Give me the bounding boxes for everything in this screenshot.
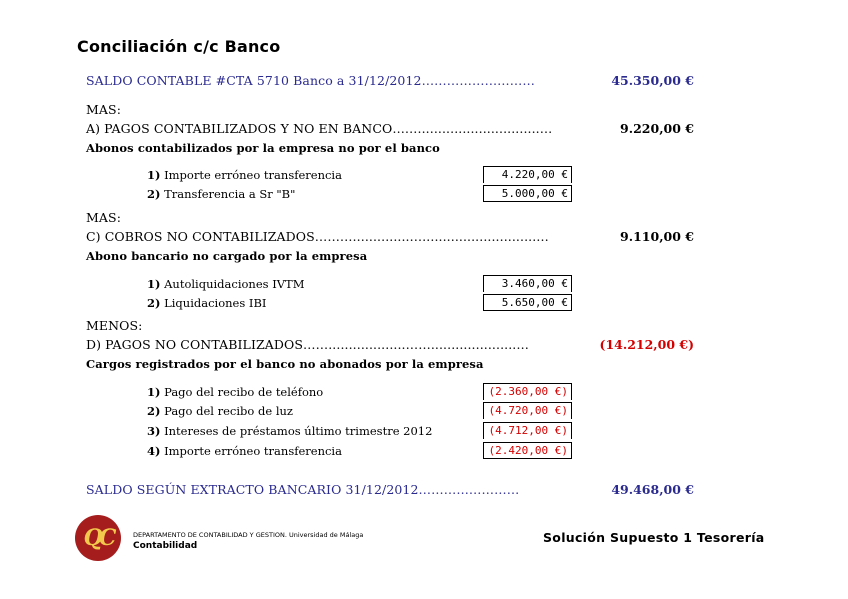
list-item: 2) Liquidaciones IBI	[147, 296, 267, 310]
solution-title: Solución Supuesto 1 Tesorería	[543, 530, 765, 545]
section-c-heading: C) COBROS NO CONTABILIZADOS…….…..............…...........................…	[86, 229, 549, 244]
mas-label-c: MAS:	[86, 210, 122, 225]
value-box: 5.650,00 €	[483, 294, 572, 311]
list-item: 2) Pago del recibo de luz	[147, 404, 293, 418]
section-c-subheading: Abono bancario no cargado por la empresa	[86, 249, 368, 263]
list-item: 1) Autoliquidaciones IVTM	[147, 277, 305, 291]
saldo-contable-label: SALDO CONTABLE #CTA 5710 Banco a 31/12/2012………………………	[86, 73, 535, 88]
list-item: 3) Intereses de préstamos último trimestre 2012	[147, 424, 433, 438]
department-text: DEPARTAMENTO DE CONTABILIDAD Y GESTION. Universidad de Málaga	[133, 531, 364, 539]
value-box: (2.360,00 €)	[483, 383, 572, 400]
value-box: (2.420,00 €)	[483, 442, 572, 459]
value-box: (4.720,00 €)	[483, 402, 572, 419]
section-a-heading: A) PAGOS CONTABILIZADOS Y NO EN BANCO……..............................…	[86, 121, 553, 136]
section-d-subheading: Cargos registrados por el banco no abonados por la empresa	[86, 357, 484, 371]
value-box: 5.000,00 €	[483, 185, 572, 202]
saldo-contable-amount: 45.350,00 €	[611, 73, 694, 88]
list-item: 4) Importe erróneo transferencia	[147, 444, 342, 458]
menos-label: MENOS:	[86, 318, 143, 333]
section-d-heading: D) PAGOS NO CONTABILIZADOS……...................…….....................…	[86, 337, 529, 352]
subject-text: Contabilidad	[133, 541, 198, 551]
list-item: 1) Importe erróneo transferencia	[147, 168, 342, 182]
value-box: (4.712,00 €)	[483, 422, 572, 439]
section-a-amount: 9.220,00 €	[620, 121, 694, 136]
section-d-amount: (14.212,00 €)	[599, 337, 694, 352]
section-a-subheading: Abonos contabilizados por la empresa no por el banco	[86, 141, 440, 155]
value-box: 3.460,00 €	[483, 275, 572, 292]
page-title: Conciliación c/c Banco	[77, 37, 281, 56]
list-item: 1) Pago del recibo de teléfono	[147, 385, 324, 399]
value-box: 4.220,00 €	[483, 166, 572, 183]
saldo-extracto-amount: 49.468,00 €	[611, 482, 694, 497]
saldo-extracto-label: SALDO SEGÚN EXTRACTO BANCARIO 31/12/2012……………………	[86, 482, 520, 497]
section-c-amount: 9.110,00 €	[620, 229, 694, 244]
university-logo-icon: QC	[75, 515, 121, 561]
mas-label-a: MAS:	[86, 102, 122, 117]
list-item: 2) Transferencia a Sr "B"	[147, 187, 296, 201]
